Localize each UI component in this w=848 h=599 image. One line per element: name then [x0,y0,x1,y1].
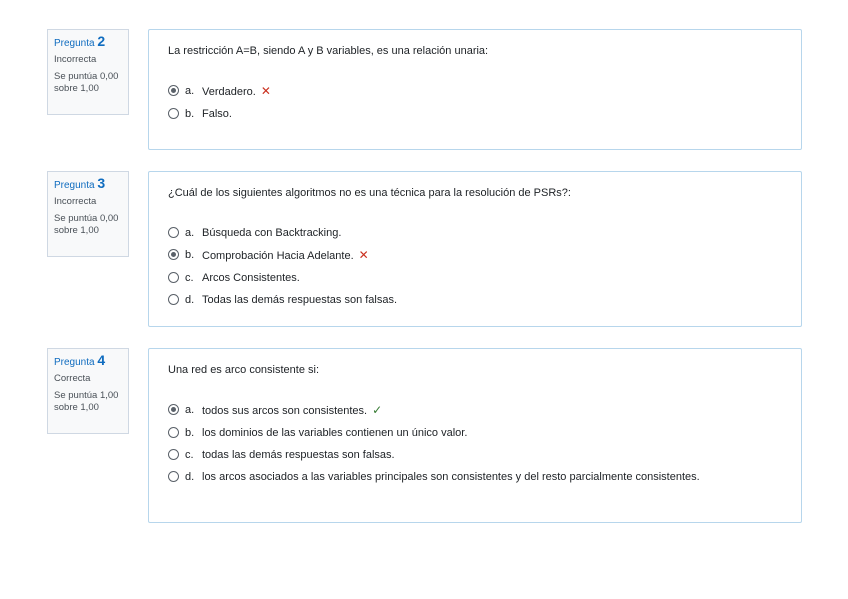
question-number: 2 [97,33,106,49]
option-text [202,403,788,418]
option-label: todos sus arcos son consistentes. [202,405,368,417]
radio-button[interactable] [168,108,179,119]
option-letter: a. [185,227,195,239]
question-title [54,354,122,369]
radio-button-selected[interactable] [168,404,179,415]
question-state: Incorrecta [54,54,97,65]
option-letter: c. [185,449,194,461]
answer-option-b[interactable] [168,426,788,440]
option-text: Falso. [202,108,232,120]
option-letter: d. [185,471,195,483]
radio-button-selected[interactable] [168,249,179,260]
incorrect-icon: ✕ [260,84,271,98]
question-title [54,177,122,192]
answer-option-c[interactable] [168,271,788,285]
question-label: Pregunta [54,38,95,49]
radio-button[interactable] [168,294,179,305]
option-label: Verdadero. [202,86,256,98]
question-grade [54,213,122,237]
question-state: Correcta [54,373,91,384]
answer-option-c[interactable] [168,448,788,462]
radio-button[interactable] [168,471,179,482]
option-label: Comprobación Hacia Adelante. [202,250,354,262]
grade-line-1: Se puntúa 0,00 [54,213,119,224]
correct-icon: ✓ [372,403,383,417]
radio-button-selected[interactable] [168,85,179,96]
question-label: Pregunta [54,357,95,368]
answer-option-d[interactable] [168,470,788,484]
question-content-2 [148,29,802,150]
question-number: 3 [97,175,106,191]
grade-line-2: sobre 1,00 [54,225,99,236]
grade-line-2: sobre 1,00 [54,402,99,413]
answer-option-a[interactable] [168,84,788,99]
question-text: La restricción A=B, siendo A y B variables, es una relación unaria: [168,45,489,57]
grade-line-2: sobre 1,00 [54,83,99,94]
answer-option-b[interactable] [168,248,788,263]
radio-button[interactable] [168,272,179,283]
option-letter: d. [185,294,195,306]
question-info-3 [47,171,129,257]
question-grade [54,71,122,95]
answer-option-a[interactable] [168,403,788,418]
grade-line-1: Se puntúa 1,00 [54,390,119,401]
question-title [54,35,122,50]
radio-button[interactable] [168,427,179,438]
radio-button[interactable] [168,449,179,460]
answer-options [168,403,788,492]
option-letter: b. [185,108,195,120]
grade-line-1: Se puntúa 0,00 [54,71,119,82]
answer-options [168,84,788,129]
option-letter: a. [185,85,195,97]
option-text [202,248,788,263]
option-text: los dominios de las variables contienen un único valor. [202,427,468,439]
answer-option-d[interactable] [168,293,788,307]
option-text: Todas las demás respuestas son falsas. [202,294,398,306]
question-grade [54,390,122,414]
question-text: Una red es arco consistente si: [168,364,320,376]
option-text: Búsqueda con Backtracking. [202,227,342,239]
answer-option-b[interactable] [168,107,788,121]
option-letter: b. [185,249,195,261]
radio-button[interactable] [168,227,179,238]
question-content-3 [148,171,802,327]
option-text: todas las demás respuestas son falsas. [202,449,395,461]
question-number: 4 [97,352,106,368]
question-info-4 [47,348,129,434]
option-text: los arcos asociados a las variables principales son consistentes y del resto parcialmente consistentes. [202,471,700,483]
incorrect-icon: ✕ [358,248,369,262]
option-letter: b. [185,427,195,439]
question-text: ¿Cuál de los siguientes algoritmos no es una técnica para la resolución de PSRs?: [168,187,571,199]
option-letter: a. [185,404,195,416]
option-text: Arcos Consistentes. [202,272,300,284]
question-content-4 [148,348,802,523]
question-label: Pregunta [54,180,95,191]
question-info-2 [47,29,129,115]
answer-options [168,226,788,315]
option-text [202,84,788,99]
option-letter: c. [185,272,194,284]
question-state: Incorrecta [54,196,97,207]
answer-option-a[interactable] [168,226,788,240]
